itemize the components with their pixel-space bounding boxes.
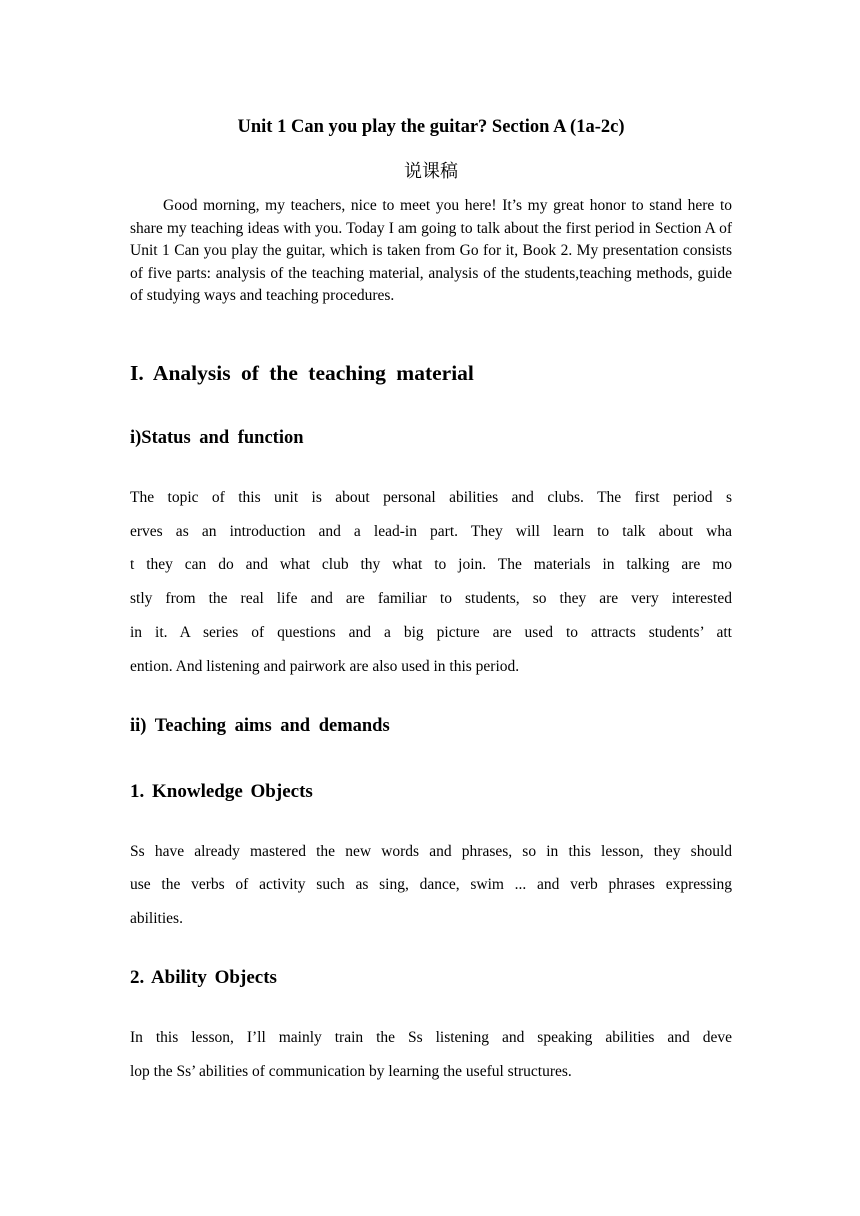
knowledge-line: Ss have already mastered the new words and phrases, so in this lesson, they should: [130, 843, 732, 860]
status-line: t they can do and what club thy what to join. The materials in talking are mo: [130, 556, 732, 573]
subsection-heading-status: i)Status and function: [130, 428, 304, 448]
intro-paragraph: Good morning, my teachers, nice to meet you here! It’s my great honor to stand here to share my teaching ideas with you. Today I am going to talk about the first period in Section A of Unit 1 Can you play the guitar, which is taken from Go for it, Book 2. My presentation consists of five parts: analysis of the teaching material, analysis of the students,teaching methods, guide of studying ways and teaching procedures.: [130, 197, 732, 305]
ability-line: lop the Ss’ abilities of communication by learning the useful structures.: [130, 1063, 572, 1080]
subsection-heading-aims: ii) Teaching aims and demands: [130, 716, 390, 736]
knowledge-line: abilities.: [130, 910, 183, 927]
status-line: in it. A series of questions and a big picture are used to attracts students’ att: [130, 624, 732, 641]
status-line: stly from the real life and are familiar to students, so they are very interested: [130, 590, 732, 607]
document-title: Unit 1 Can you play the guitar? Section A (1a-2c): [237, 117, 625, 137]
document-subtitle: 说课稿: [404, 161, 458, 182]
ability-objects-heading: 2. Ability Objects: [130, 967, 277, 988]
section-heading-analysis: I. Analysis of the teaching material: [130, 361, 474, 385]
knowledge-objects-heading: 1. Knowledge Objects: [130, 781, 313, 802]
status-line: The topic of this unit is about personal abilities and clubs. The first period s: [130, 489, 732, 506]
knowledge-line: use the verbs of activity such as sing, dance, swim ... and verb phrases expressing: [130, 876, 732, 893]
status-line: ention. And listening and pairwork are also used in this period.: [130, 658, 520, 675]
ability-line: In this lesson, I’ll mainly train the Ss listening and speaking abilities and deve: [130, 1029, 732, 1046]
status-line: erves as an introduction and a lead-in part. They will learn to talk about wha: [130, 523, 732, 540]
